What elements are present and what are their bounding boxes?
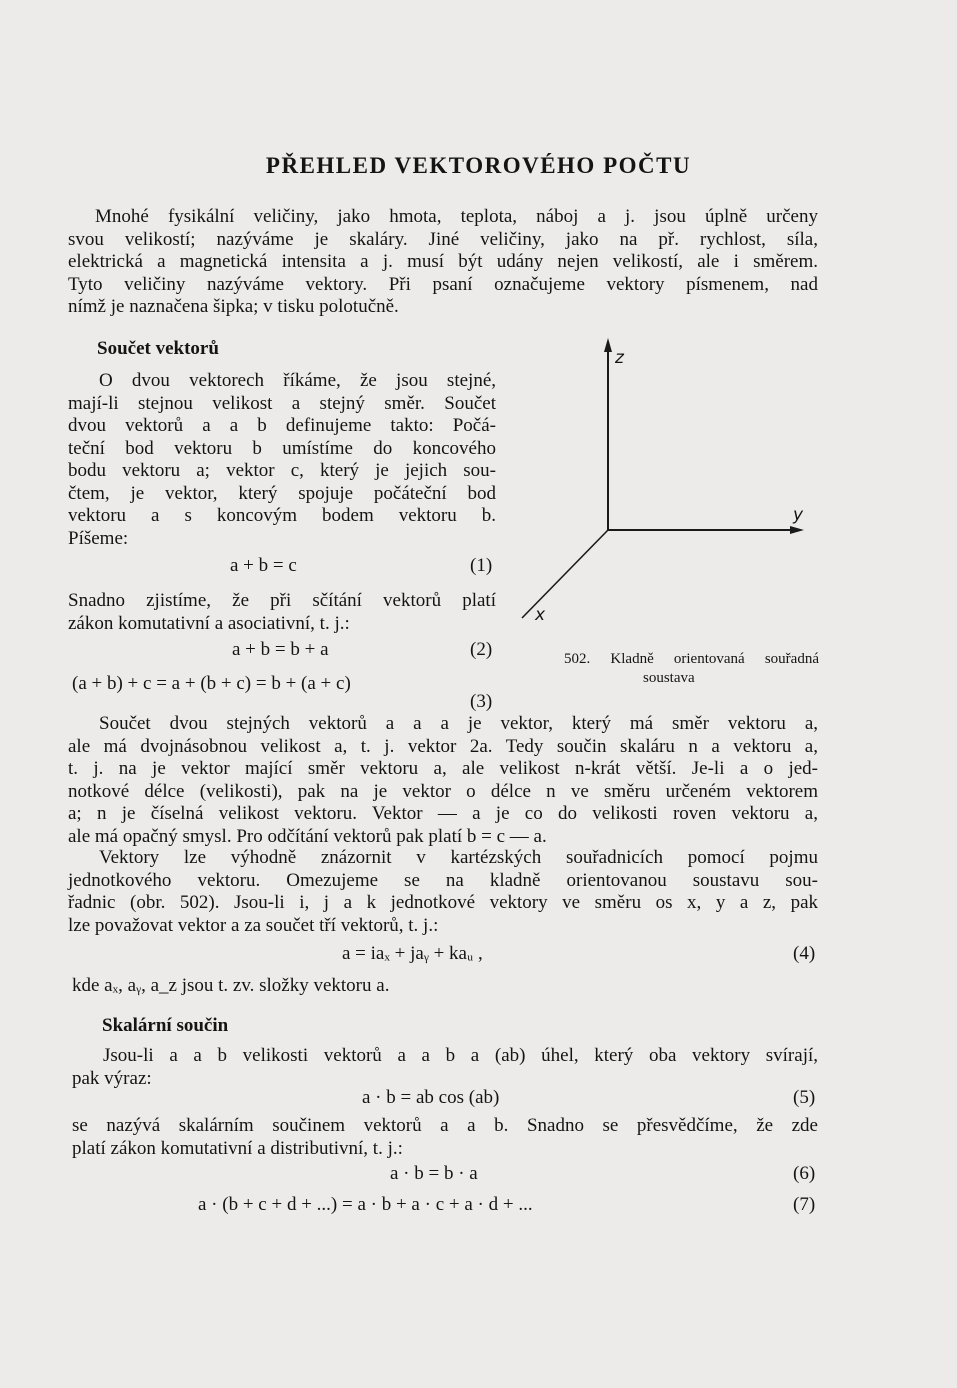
- y-axis-label: y: [793, 505, 804, 525]
- section-heading-scalar-product: Skalární součin: [102, 1015, 229, 1036]
- paragraph-line: platí zákon komutativní a distributivní, t. j.:: [72, 1137, 403, 1159]
- equation-number-3: (3): [470, 691, 493, 712]
- equation-6: a · b = b · a: [390, 1163, 478, 1184]
- intro-line: Tyto veličiny nazýváme vektory. Při psaní označujeme vektory písmenem, nad: [68, 273, 818, 295]
- paragraph-line: dvou vektorů a a b definujeme takto: Počá-: [68, 415, 496, 436]
- equation-4: a = iaₓ + jaᵧ + kaᵤ ,: [342, 943, 483, 964]
- paragraph-line: se nazývá skalárním součinem vektorů a a b. Snadno se přesvědčíme, že zde: [72, 1115, 818, 1136]
- equation-number-6: (6): [793, 1163, 816, 1184]
- page-title: PŘEHLED VEKTOROVÉHO POČTU: [265, 153, 692, 178]
- paragraph-line: lze považovat vektor a za součet tří vektorů, t. j.:: [68, 914, 439, 936]
- section-heading-vector-sum: Součet vektorů: [97, 338, 219, 359]
- paragraph-line: Vektory lze výhodně znázornit v kartézských souřadnicích pomocí pojmu: [99, 847, 818, 868]
- equation-number-4: (4): [793, 943, 816, 964]
- intro-line: svou velikostí; nazýváme je skaláry. Jiné veličiny, jako na př. rychlost, síla,: [68, 228, 818, 250]
- caption-line: soustava: [643, 670, 695, 686]
- paragraph-line: vektoru a s koncovým bodem vektoru b.: [68, 505, 496, 526]
- paragraph-line: čtem, je vektor, který spojuje počáteční bod: [68, 482, 496, 504]
- paragraph-line: jednotkového vektoru. Omezujeme se na kladně orientovanou soustavu sou-: [68, 869, 818, 891]
- equation-3: (a + b) + c = a + (b + c) = b + (a + c): [72, 673, 351, 694]
- y-axis-arrow: [790, 526, 804, 534]
- equation-5: a · b = ab cos (ab): [362, 1087, 500, 1108]
- paragraph-line: Součet dvou stejných vektorů a a a je vektor, který má směr vektoru a,: [99, 713, 818, 734]
- coordinate-axes-figure: [500, 330, 820, 630]
- paragraph-line: zákon komutativní a asociativní, t. j.:: [68, 612, 350, 634]
- paragraph-line: Jsou-li a a b velikosti vektorů a a b a (ab) úhel, který oba vektory svírají,: [103, 1045, 818, 1066]
- paragraph-line: řadnic (obr. 502). Jsou-li i, j a k jednotkové vektory ve směru os x, y a z, pak: [68, 892, 818, 913]
- paragraph-line: O dvou vektorech říkáme, že jsou stejné,: [99, 370, 496, 391]
- paragraph-line: notkové délce (velikosti), pak na je vektor o délce n ve směru určeném vektorem: [68, 780, 818, 802]
- equation-number-2: (2): [470, 639, 493, 660]
- paragraph-line: bodu vektoru a; vektor c, který je jejich sou-: [68, 460, 496, 481]
- vector-sum-paragraph: [68, 370, 496, 550]
- paragraph-line: Píšeme:: [68, 527, 129, 549]
- paragraph-line: Snadno zjistíme, že při sčítání vektorů platí: [68, 590, 496, 611]
- paragraph-line: mají-li stejnou velikost a stejný směr. Součet: [68, 392, 496, 414]
- intro-line: nímž je naznačena šipka; v tisku polotučně.: [68, 296, 399, 317]
- paragraph-line: teční bod vektoru b umístíme do koncového: [68, 437, 496, 459]
- z-axis-arrow: [604, 338, 612, 352]
- commutative-paragraph: [68, 590, 496, 635]
- paragraph-line: t. j. na je vektor mající směr vektoru a, ale velikost n-krát větší. Je-li a o jed-: [68, 758, 818, 779]
- unit-vector-paragraph: [68, 847, 818, 937]
- intro-line: Mnohé fysikální veličiny, jako hmota, teplota, náboj a j. jsou úplně určeny: [95, 206, 818, 227]
- equation-7: a · (b + c + d + ...) = a · b + a · c + a · d + ...: [198, 1194, 533, 1215]
- components-line: kde aₓ, aᵧ, a_z jsou t. zv. složky vektoru a.: [72, 975, 390, 996]
- scalar-multiple-paragraph: [68, 713, 818, 848]
- equation-1: a + b = c: [230, 555, 297, 576]
- paragraph-line: ale má dvojnásobnou velikost a, t. j. vektor 2a. Tedy součin skaláru n a vektoru a,: [68, 735, 818, 757]
- intro-line: elektrická a magnetická intensita a j. musí být udány nejen velikostí, ale i směrem.: [68, 251, 818, 272]
- caption-line: 502. Kladně orientovaná souřadná: [564, 651, 819, 667]
- equation-number-1: (1): [470, 555, 493, 576]
- paragraph-line: pak výraz:: [72, 1067, 152, 1089]
- equation-2: a + b = b + a: [232, 639, 329, 660]
- z-axis-label: z: [615, 348, 624, 368]
- scalar-product-paragraph: [72, 1045, 818, 1090]
- equation-number-5: (5): [793, 1087, 816, 1108]
- intro-paragraph: [68, 206, 818, 319]
- equation-number-7: (7): [793, 1194, 816, 1215]
- paragraph-line: a; n je číselná velikost vektoru. Vektor — a je co do velikosti roven vektoru a,: [68, 803, 818, 824]
- x-axis-label: x: [535, 605, 546, 625]
- distributive-paragraph: [72, 1115, 818, 1160]
- figure-caption: [564, 650, 819, 688]
- paragraph-line: ale má opačný smysl. Pro odčítání vektorů pak platí b = c — a.: [68, 825, 547, 847]
